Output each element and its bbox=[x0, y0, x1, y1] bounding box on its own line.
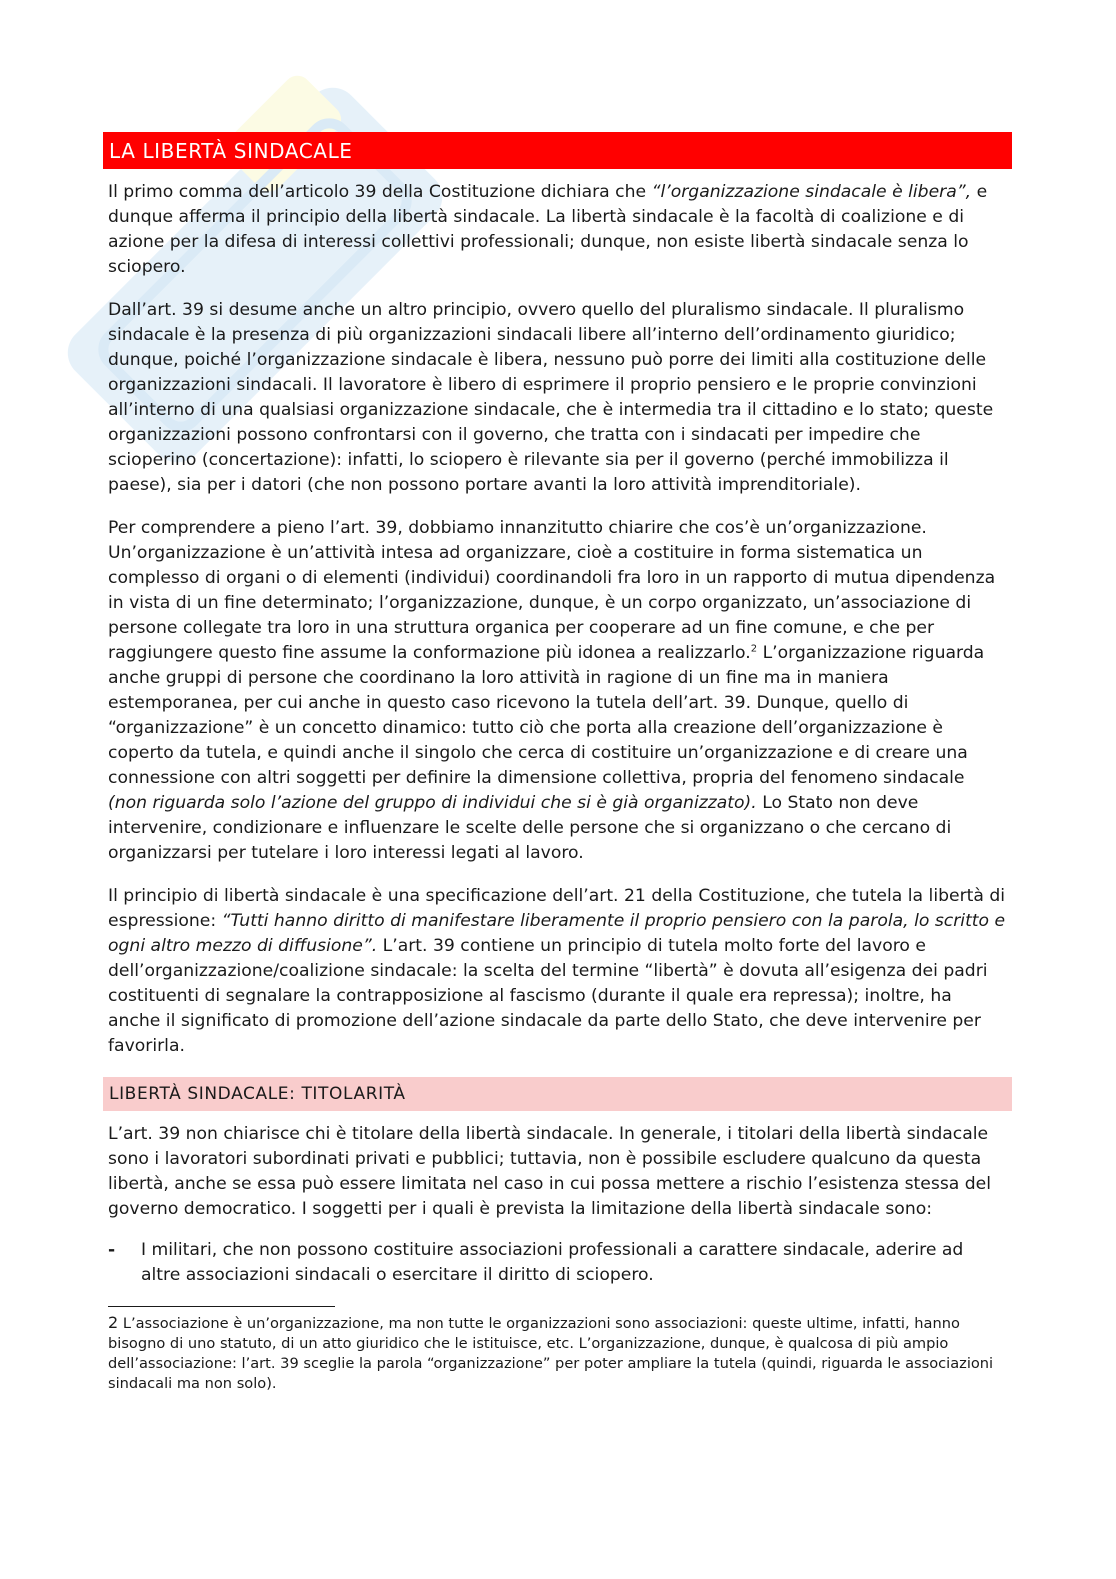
bullet-marker: - bbox=[108, 1240, 116, 1260]
footnote-number: 2 bbox=[108, 1313, 119, 1332]
section-title: LA LIBERTÀ SINDACALE bbox=[103, 132, 1012, 169]
paragraph-5: L’art. 39 non chiarisce chi è titolare della libertà sindacale. In generale, i titolari della libertà sindacale sono i lavoratori subordinati privati e pubblici; tuttavia, non è possibile escludere qualcuno da questa libertà, anche se essa può essere limitata nel caso in cui possa mettere a rischio l’esistenza stessa del governo democratico. I soggetti per i quali è prevista la limitazione della libertà sindacale sono: bbox=[108, 1124, 992, 1219]
subsection-title: LIBERTÀ SINDACALE: TITOLARITÀ bbox=[103, 1077, 1012, 1111]
footnote-separator bbox=[108, 1306, 335, 1307]
paragraph-3: Per comprendere a pieno l’art. 39, dobbiamo innanzitutto chiarire che cos’è un’organizzazione. Un’organizzazione è un’attività intesa ad organizzare, cioè a costituire in forma sistematica un complesso di organi o di elementi (individui) coordinandoli fra loro in un rapporto di mutua dipendenza in vista di un fine determinato; l’organizzazione, dunque, è un corpo organizzato, un’associazione di persone collegate tra loro in una struttura organica per cooperare ad un fine comune, e che per raggiungere questo fine assume la conformazione più idonea a realizzarlo.$^2$ L’organizzazione riguarda anche gruppi di persone che coordinano la loro attività in ragione di un fine ma in maniera estemporanea, per cui anche in questo caso ricevono la tutela dell’art. 39. Dunque, quello di “organizzazione” è un concetto dinamico: tutto ciò che porta alla creazione dell’organizzazione è coperto da tutela, e quindi anche il singolo che cerca di costituire un’organizzazione e di creare una connessione con altri soggetti per definire la dimensione collettiva, propria del fenomeno sindacale (non riguarda solo l’azione del gruppo di individui che si è già organizzato). Lo Stato non deve intervenire, condizionare e influenzare le scelte delle persone che si organizzano o che cercano di organizzarsi per tutelare i loro interessi legati al lavoro. bbox=[108, 518, 996, 863]
footnote bbox=[103, 1313, 1012, 1394]
list-item-text: I militari, che non possono costituire associazioni professionali a carattere sindacale, aderire ad altre associazioni sindacali o esercitare il diritto di sciopero. bbox=[141, 1240, 964, 1285]
paragraph-2: Dall’art. 39 si desume anche un altro principio, ovvero quello del pluralismo sindacale. Il pluralismo sindacale è la presenza di più organizzazioni sindacali libere all’interno dell’ordinamento giuridico; dunque, poiché l’organizzazione sindacale è libera, nessuno può porre dei limiti alla costituzione delle organizzazioni sindacali. Il lavoratore è libero di esprimere il proprio pensiero e le proprie convinzioni all’interno di una qualsiasi organizzazione sindacale, che è intermedia tra il cittadino e lo stato; queste organizzazioni possono confrontarsi con il governo, che tratta con i sindacati per impedire che scioperino (concertazione): infatti, lo sciopero è rilevante sia per il governo (perché immobilizza il paese), sia per i datori (che non possono portare avanti la loro attività imprenditoriale). bbox=[108, 300, 994, 495]
paragraph-4: Il principio di libertà sindacale è una specificazione dell’art. 21 della Costituzione, che tutela la libertà di espressione: “Tutti hanno diritto di manifestare liberamente il proprio pensiero con la parola, lo scritto e ogni altro mezzo di diffusione”. L’art. 39 contiene un principio di tutela molto forte del lavoro e dell’organizzazione/coalizione sindacale: la scelta del termine “libertà” è dovuta all’esigenza dei padri costituenti di segnalare la contrapposizione al fascismo (durante il quale era repressa); inoltre, ha anche il significato di promozione dell’azione sindacale da parte dello Stato, che deve intervenire per favorirla. bbox=[108, 886, 1006, 1056]
footnote-text: L’associazione è un’organizzazione, ma non tutte le organizzazioni sono associazioni: queste ultime, infatti, hanno bisogno di uno statuto, di un atto giuridico che le istituisce, etc. L’organizzazione, dunque, è qualcosa di più ampio dell’associazione: l’art. 39 sceglie la parola “organizzazione” per poter ampliare la tutela (quindi, riguarda le associazioni sindacali ma non solo). bbox=[108, 1315, 994, 1392]
document-page bbox=[103, 132, 1012, 1394]
list-item bbox=[103, 1238, 1012, 1288]
footnote-reference[interactable]: 2 bbox=[750, 643, 758, 655]
paragraph-1: Il primo comma dell’articolo 39 della Costituzione dichiara che “l’organizzazione sindacale è libera”, e dunque afferma il principio della libertà sindacale. La libertà sindacale è la facoltà di coalizione e di azione per la difesa di interessi collettivi professionali; dunque, non esiste libertà sindacale senza lo sciopero. bbox=[108, 182, 988, 277]
